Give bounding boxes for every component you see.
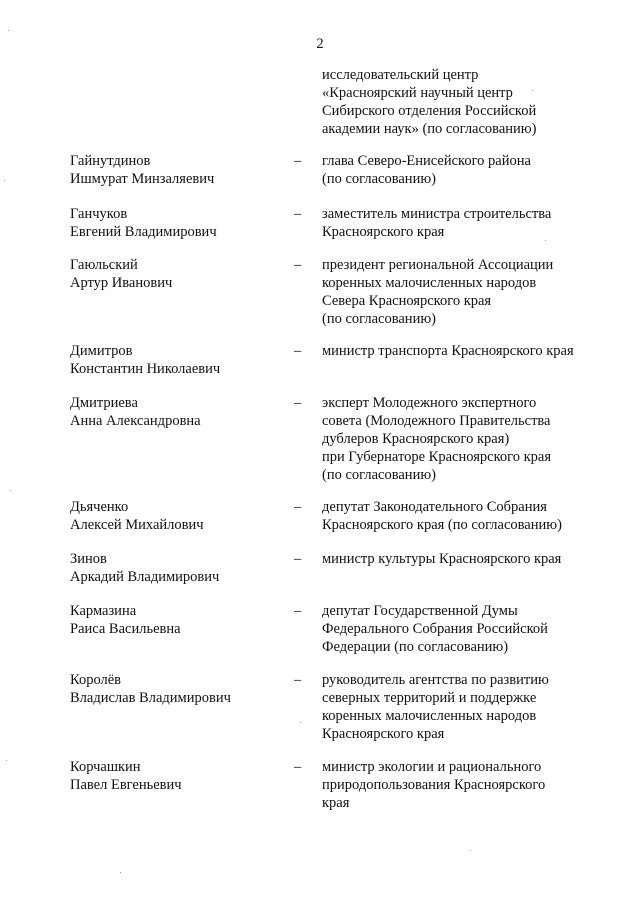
role-line: коренных малочисленных народов <box>322 708 537 724</box>
scan-speck <box>6 760 7 761</box>
role-line: руководитель агентства по развитию <box>322 672 549 688</box>
member-name <box>70 152 280 188</box>
member-name <box>70 602 280 638</box>
role-line: президент региональной Ассоциации <box>322 257 554 273</box>
given-name: Раиса Васильевна <box>70 621 181 637</box>
role-line: (по согласованию) <box>322 311 436 327</box>
role-line: Севера Красноярского края <box>322 293 492 309</box>
member-role <box>322 152 622 188</box>
given-name: Владислав Владимирович <box>70 690 231 706</box>
member-name <box>70 394 280 430</box>
role-line: министр экологии и рационального <box>322 759 542 775</box>
surname: Зинов <box>70 551 107 567</box>
role-line: глава Северо-Енисейского района <box>322 153 531 169</box>
member-role <box>322 342 622 360</box>
role-line: (по согласованию) <box>322 467 436 483</box>
dash-separator: – <box>294 395 302 411</box>
member-name <box>70 758 280 794</box>
given-name: Алексей Михайлович <box>70 517 204 533</box>
given-name: Евгений Владимирович <box>70 224 217 240</box>
role-line: министр транспорта Красноярского края <box>322 343 574 359</box>
role-line: эксперт Молодежного экспертного <box>322 395 537 411</box>
surname: Гайнутдинов <box>70 153 151 169</box>
role-line: (по согласованию) <box>322 171 436 187</box>
member-name <box>70 342 280 378</box>
scan-speck <box>532 90 533 91</box>
given-name: Ишмурат Минзаляевич <box>70 171 215 187</box>
surname: Королёв <box>70 672 122 688</box>
dash-separator: – <box>294 759 302 775</box>
dash-separator: – <box>294 206 302 222</box>
role-line: дублеров Красноярского края) <box>322 431 510 447</box>
scan-speck <box>300 722 301 723</box>
role-line: Красноярского края <box>322 726 445 742</box>
role-line: «Красноярский научный центр <box>322 85 513 101</box>
role-line: Федерального Собрания Российской <box>322 621 548 637</box>
member-name <box>70 671 280 707</box>
dash-separator: – <box>294 603 302 619</box>
member-role <box>322 758 622 812</box>
surname: Димитров <box>70 343 133 359</box>
member-name <box>70 205 280 241</box>
dash-separator: – <box>294 343 302 359</box>
member-role <box>322 602 622 656</box>
role-line: академии наук» (по согласованию) <box>322 121 537 137</box>
dash-separator: – <box>294 257 302 273</box>
member-role <box>322 394 622 484</box>
given-name: Артур Иванович <box>70 275 173 291</box>
member-role <box>322 205 622 241</box>
role-line: совета (Молодежного Правительства <box>322 413 551 429</box>
role-line: Сибирского отделения Российской <box>322 103 537 119</box>
dash-separator: – <box>294 499 302 515</box>
surname: Корчашкин <box>70 759 141 775</box>
surname: Дьяченко <box>70 499 129 515</box>
surname: Дмитриева <box>70 395 138 411</box>
member-role <box>322 671 622 743</box>
dash-separator: – <box>294 551 302 567</box>
scan-speck <box>120 872 121 873</box>
role-line: при Губернаторе Красноярского края <box>322 449 551 465</box>
role-line: края <box>322 795 350 811</box>
given-name: Анна Александровна <box>70 413 201 429</box>
dash-separator: – <box>294 672 302 688</box>
scan-speck <box>545 240 546 241</box>
scan-speck <box>8 30 9 31</box>
role-line: исследовательский центр <box>322 67 479 83</box>
scan-speck <box>4 180 5 181</box>
member-name <box>70 550 280 586</box>
given-name: Аркадий Владимирович <box>70 569 220 585</box>
role-line: Красноярского края (по согласованию) <box>322 517 562 533</box>
role-line: депутат Законодательного Собрания <box>322 499 547 515</box>
role-line: депутат Государственной Думы <box>322 603 518 619</box>
role-line: Красноярского края <box>322 224 445 240</box>
surname: Гаюльский <box>70 257 138 273</box>
dash-separator: – <box>294 153 302 169</box>
given-name: Константин Николаевич <box>70 361 221 377</box>
role-line: коренных малочисленных народов <box>322 275 537 291</box>
role-line: природопользования Красноярского <box>322 777 546 793</box>
scan-speck <box>470 850 471 851</box>
member-role <box>322 498 622 534</box>
given-name: Павел Евгеньевич <box>70 777 182 793</box>
member-role <box>322 256 622 328</box>
role-line: заместитель министра строительства <box>322 206 552 222</box>
surname: Ганчуков <box>70 206 128 222</box>
member-role <box>322 550 622 568</box>
member-name <box>70 256 280 292</box>
role-line: министр культуры Красноярского края <box>322 551 562 567</box>
member-name <box>70 498 280 534</box>
continued-role-text <box>322 66 622 138</box>
role-line: Федерации (по согласованию) <box>322 639 509 655</box>
scan-speck <box>10 490 11 491</box>
role-line: северных территорий и поддержке <box>322 690 537 706</box>
surname: Кармазина <box>70 603 137 619</box>
page-number: 2 <box>316 36 324 52</box>
